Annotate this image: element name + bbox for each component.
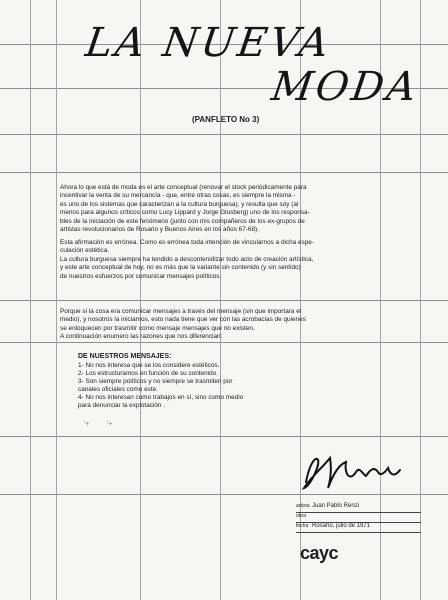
list-item: 1- No nos interesa que se los considere estéticos. [78, 362, 220, 369]
credit-value: Juan Pablo Renzi [312, 503, 360, 509]
list-item: 4- No nos interesan como trabajos en sí, sino como medio para denunciar la explotación . [78, 394, 244, 409]
list-item: 2- Los estructuramos en función de su contenido. [78, 370, 218, 377]
messages-list [78, 362, 378, 410]
paragraph-1: Ahora lo que está de moda es el arte conceptual (renovar el stock periódicamente para incentivar la venta de su mercancía - que, entre otras cosas, es siempre la misma - es uno de los sistemas que caracterizan a la cultura burguesa), y resulta que soy (al menos para algunos críticos como Lucy Lippard y Jorge Glusberg) uno de los responsa- bles de la iniciación de este fenómeno (junto con mis compañeros de los ex-grupos de artistas revolucionarios de Rosario y Buenos Aires en los años 67-68). [60, 184, 310, 234]
credit-value: Rosario, julio de 1971 [312, 523, 371, 529]
cayc-logo: cayc [300, 543, 339, 563]
title-line-2: MODA [268, 64, 422, 110]
subtitle: (PANFLETO No 3) [192, 115, 260, 124]
credit-row-artist [296, 503, 421, 513]
list-item: 3- Son siempre políticos y no siempre se trasmiten por canales oficiales como este. [78, 378, 233, 393]
credit-label: fecha [296, 523, 309, 529]
signature-image [300, 452, 410, 494]
grid-vline [30, 0, 31, 600]
messages-heading: DE NUESTROS MENSAJES: [78, 353, 172, 360]
paragraph-3: Porque si la cosa era comunicar mensajes a través del mensaje (sin que importara el medio), y nosotros la iniciamos, esto nada tiene que ver con las acrobacias de quienes se enloquecen por trasmitir como mensaje mensajes que no existen. A continuación enumero las razones que nos diferencian: [60, 308, 306, 341]
credits-block [296, 503, 421, 533]
grid-vline [56, 0, 57, 600]
grid-vline [220, 0, 221, 600]
credit-label: artista [296, 503, 310, 509]
credit-row-date [296, 523, 421, 533]
paragraph-2: Esta afirmación es errónea. Como es errónea toda intención de vincularnos a dicha espe- culación estética. La cultura burguesa siempre ha tendido a descontenidizar todo acto de creación artística, y este arte conceptual de hoy, no es más que la variante sin contenido (y sin sentido) de nuestros esfuerzos por comunicar mensajes políticos. [60, 239, 314, 280]
grid-vline [140, 0, 141, 600]
title-line-1: LA NUEVA [82, 20, 335, 66]
credit-row-work [296, 513, 421, 523]
credit-label: obra [296, 513, 307, 519]
stray-marks: '+ '+ [84, 421, 113, 428]
